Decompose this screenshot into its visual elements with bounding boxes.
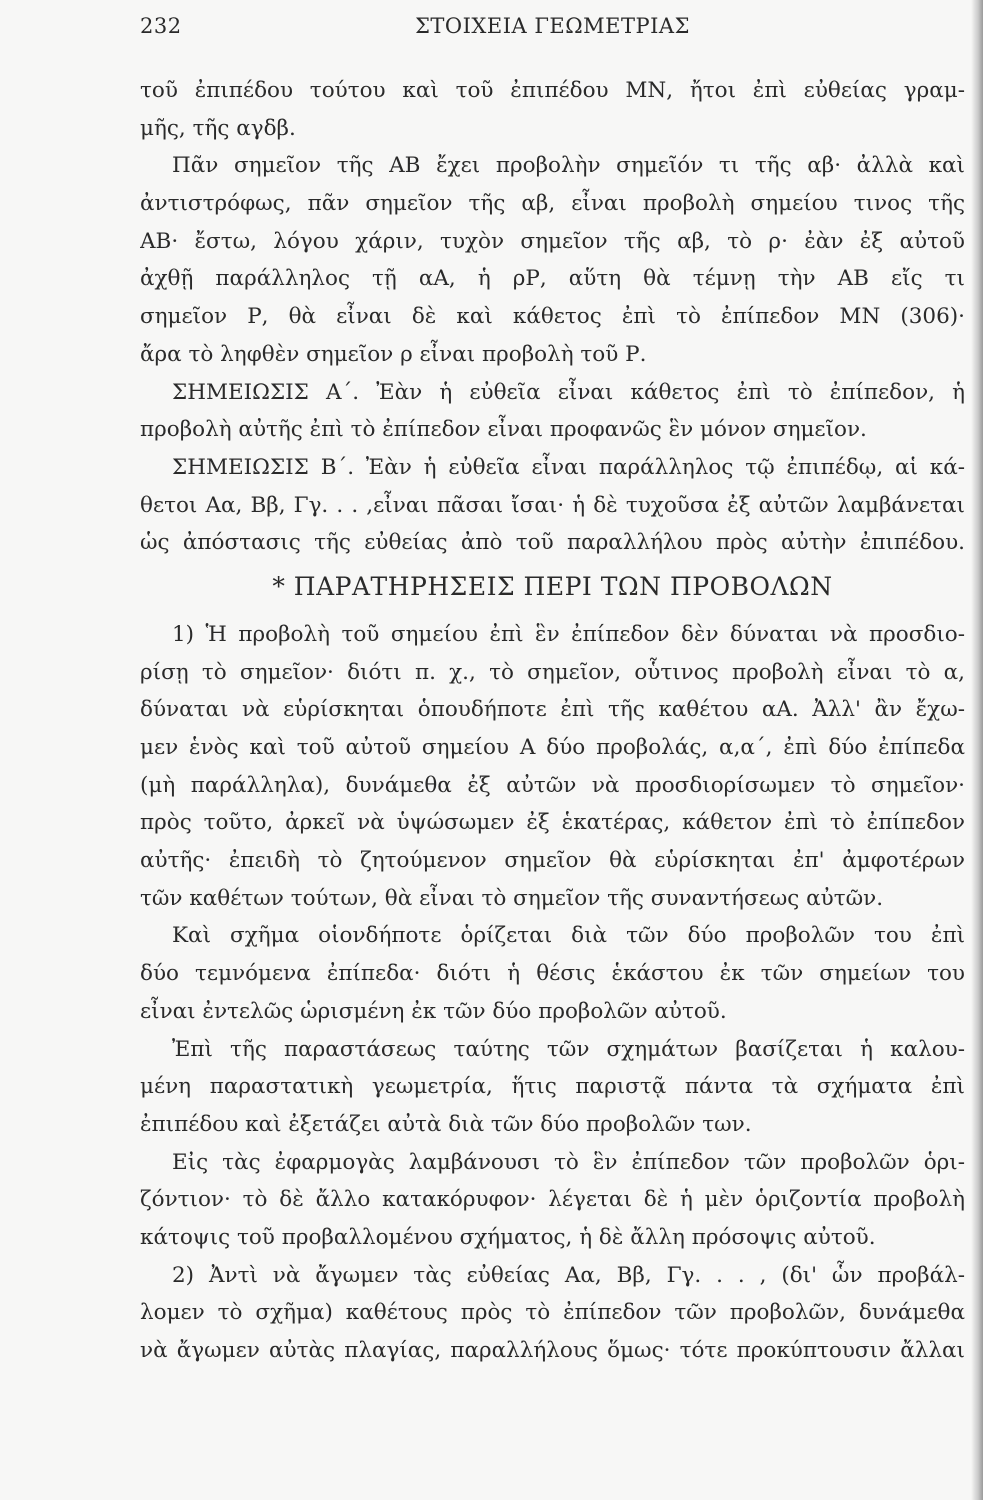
text-line: αὐτῆς· ἐπειδὴ τὸ ζητούμενον σημεῖον θὰ εὑρίσκηται ἐπ' ἀμφοτέρων [140, 848, 965, 874]
page-edge-shadow [971, 0, 983, 1500]
text-line: εἶναι ἐντελῶς ὡρισμένη ἐκ τῶν δύο προβολῶν αὐτοῦ. [140, 998, 727, 1024]
text-line: ἄρα τὸ ληφθὲν σημεῖον ρ εἶναι προβολὴ τοῦ Ρ. [140, 341, 647, 367]
text-line: σημεῖον Ρ, θὰ εἶναι δὲ καὶ κάθετος ἐπὶ τὸ ἐπίπεδον ΜΝ (306)· [140, 304, 965, 330]
text-line: Καὶ σχῆμα οἱονδήποτε ὁρίζεται διὰ τῶν δύο προβολῶν του ἐπὶ [172, 923, 965, 949]
text-line: ΑΒ· ἔστω, λόγου χάριν, τυχὸν σημεῖον τῆς αβ, τὸ ρ· ἐὰν ἐξ αὐτοῦ [140, 228, 965, 254]
body-text [140, 72, 965, 1370]
text-line: μῆς, τῆς αγδβ. [140, 115, 296, 141]
section-heading: * ΠΑΡΑΤΗΡΗΣΕΙΣ ΠΕΡΙ ΤΩΝ ΠΡΟΒΟΛΩΝ [272, 571, 833, 601]
text-line: δύναται νὰ εὑρίσκηται ὁπουδήποτε ἐπὶ τῆς καθέτου αΑ. Ἀλλ' ἂν ἔχω- [140, 697, 965, 723]
text-line: κάτοψις τοῦ προβαλλομένου σχήματος, ἡ δὲ ἄλλη πρόσοψις αὐτοῦ. [140, 1224, 876, 1250]
text-line: Ἐπὶ τῆς παραστάσεως ταύτης τῶν σχημάτων βασίζεται ἡ καλου- [172, 1036, 965, 1062]
text-line: θετοι Αα, Ββ, Γγ. . . ,εἶναι πᾶσαι ἴσαι· ἡ δὲ τυχοῦσα ἐξ αὐτῶν λαμβάνεται [140, 492, 965, 518]
text-line: δύο τεμνόμενα ἐπίπεδα· διότι ἡ θέσις ἑκάστου ἐκ τῶν σημείων του [140, 961, 965, 987]
text-line: ζόντιον· τὸ δὲ ἄλλο κατακόρυφον· λέγεται δὲ ἡ μὲν ὁριζοντία προβολὴ [140, 1187, 965, 1213]
text-line: ΣΗΜΕΙΩΣΙΣ Β΄. Ἐὰν ἡ εὐθεῖα εἶναι παράλληλος τῷ ἐπιπέδῳ, αἱ κά- [172, 454, 965, 480]
text-line: νὰ ἄγωμεν αὐτὰς πλαγίας, παραλλήλους ὅμως· τότε προκύπτουσιν ἄλλαι [140, 1338, 965, 1363]
page-header [140, 14, 965, 44]
text-line: προβολὴ αὐτῆς ἐπὶ τὸ ἐπίπεδον εἶναι προφανῶς ἓν μόνον σημεῖον. [140, 417, 867, 443]
text-line: ἐπιπέδου καὶ ἐξετάζει αὐτὰ διὰ τῶν δύο προβολῶν των. [140, 1111, 752, 1137]
text-line: Πᾶν σημεῖον τῆς ΑΒ ἔχει προβολὴν σημεῖόν τι τῆς αβ· ἀλλὰ καὶ [172, 153, 965, 179]
text-line: 1) Ἡ προβολὴ τοῦ σημείου ἐπὶ ἓν ἐπίπεδον δὲν δύναται νὰ προσδιο- [172, 621, 965, 647]
text-line: μένη παραστατικὴ γεωμετρία, ἥτις παριστᾷ πάντα τὰ σχήματα ἐπὶ [140, 1074, 965, 1100]
text-line: ΣΗΜΕΙΩΣΙΣ Α΄. Ἐὰν ἡ εὐθεῖα εἶναι κάθετος ἐπὶ τὸ ἐπίπεδον, ἡ [172, 379, 965, 405]
text-line: Εἰς τὰς ἐφαρμογὰς λαμβάνουσι τὸ ἓν ἐπίπεδον τῶν προβολῶν ὁρι- [172, 1149, 965, 1175]
text-line: ρίσῃ τὸ σημεῖον· διότι π. χ., τὸ σημεῖον, οὗτινος προβολὴ εἶναι τὸ α, [140, 659, 965, 685]
text-line: ἀχθῇ παράλληλος τῇ αΑ, ἡ ρΡ, αὕτη θὰ τέμνῃ τὴν ΑΒ εἴς τι [140, 266, 965, 292]
text-line: λομεν τὸ σχῆμα) καθέτους πρὸς τὸ ἐπίπεδον τῶν προβολῶν, δυνάμεθα [140, 1300, 965, 1326]
text-line: μεν ἑνὸς καὶ τοῦ αὐτοῦ σημείου Α δύο προβολάς, α,α΄, ἐπὶ δύο ἐπίπεδα [140, 735, 965, 760]
text-line: 2) Ἀντὶ νὰ ἄγωμεν τὰς εὐθείας Αα, Ββ, Γγ. . . , (δι' ὧν προβάλ- [172, 1262, 965, 1288]
text-line: ἀντιστρόφως, πᾶν σημεῖον τῆς αβ, εἶναι προβολὴ σημείου τινος τῆς [140, 191, 965, 217]
running-title: ΣΤΟΙΧΕΙΑ ΓΕΩΜΕΤΡΙΑΣ [415, 14, 690, 38]
page-number: 232 [140, 14, 182, 38]
text-line: ὡς ἀπόστασις τῆς εὐθείας ἀπὸ τοῦ παραλλήλου πρὸς αὐτὴν ἐπιπέδου. [140, 530, 965, 556]
text-line: τοῦ ἐπιπέδου τούτου καὶ τοῦ ἐπιπέδου ΜΝ, ἤτοι ἐπὶ εὐθείας γραμ- [140, 78, 965, 103]
text-line: τῶν καθέτων τούτων, θὰ εἶναι τὸ σημεῖον τῆς συναντήσεως αὐτῶν. [140, 885, 884, 911]
text-line: (μὴ παράλληλα), δυνάμεθα ἐξ αὐτῶν νὰ προσδιορίσωμεν τὸ σημεῖον· [140, 772, 965, 798]
text-line: πρὸς τοῦτο, ἀρκεῖ νὰ ὑψώσωμεν ἐξ ἑκατέρας, κάθετον ἐπὶ τὸ ἐπίπεδον [140, 810, 965, 836]
